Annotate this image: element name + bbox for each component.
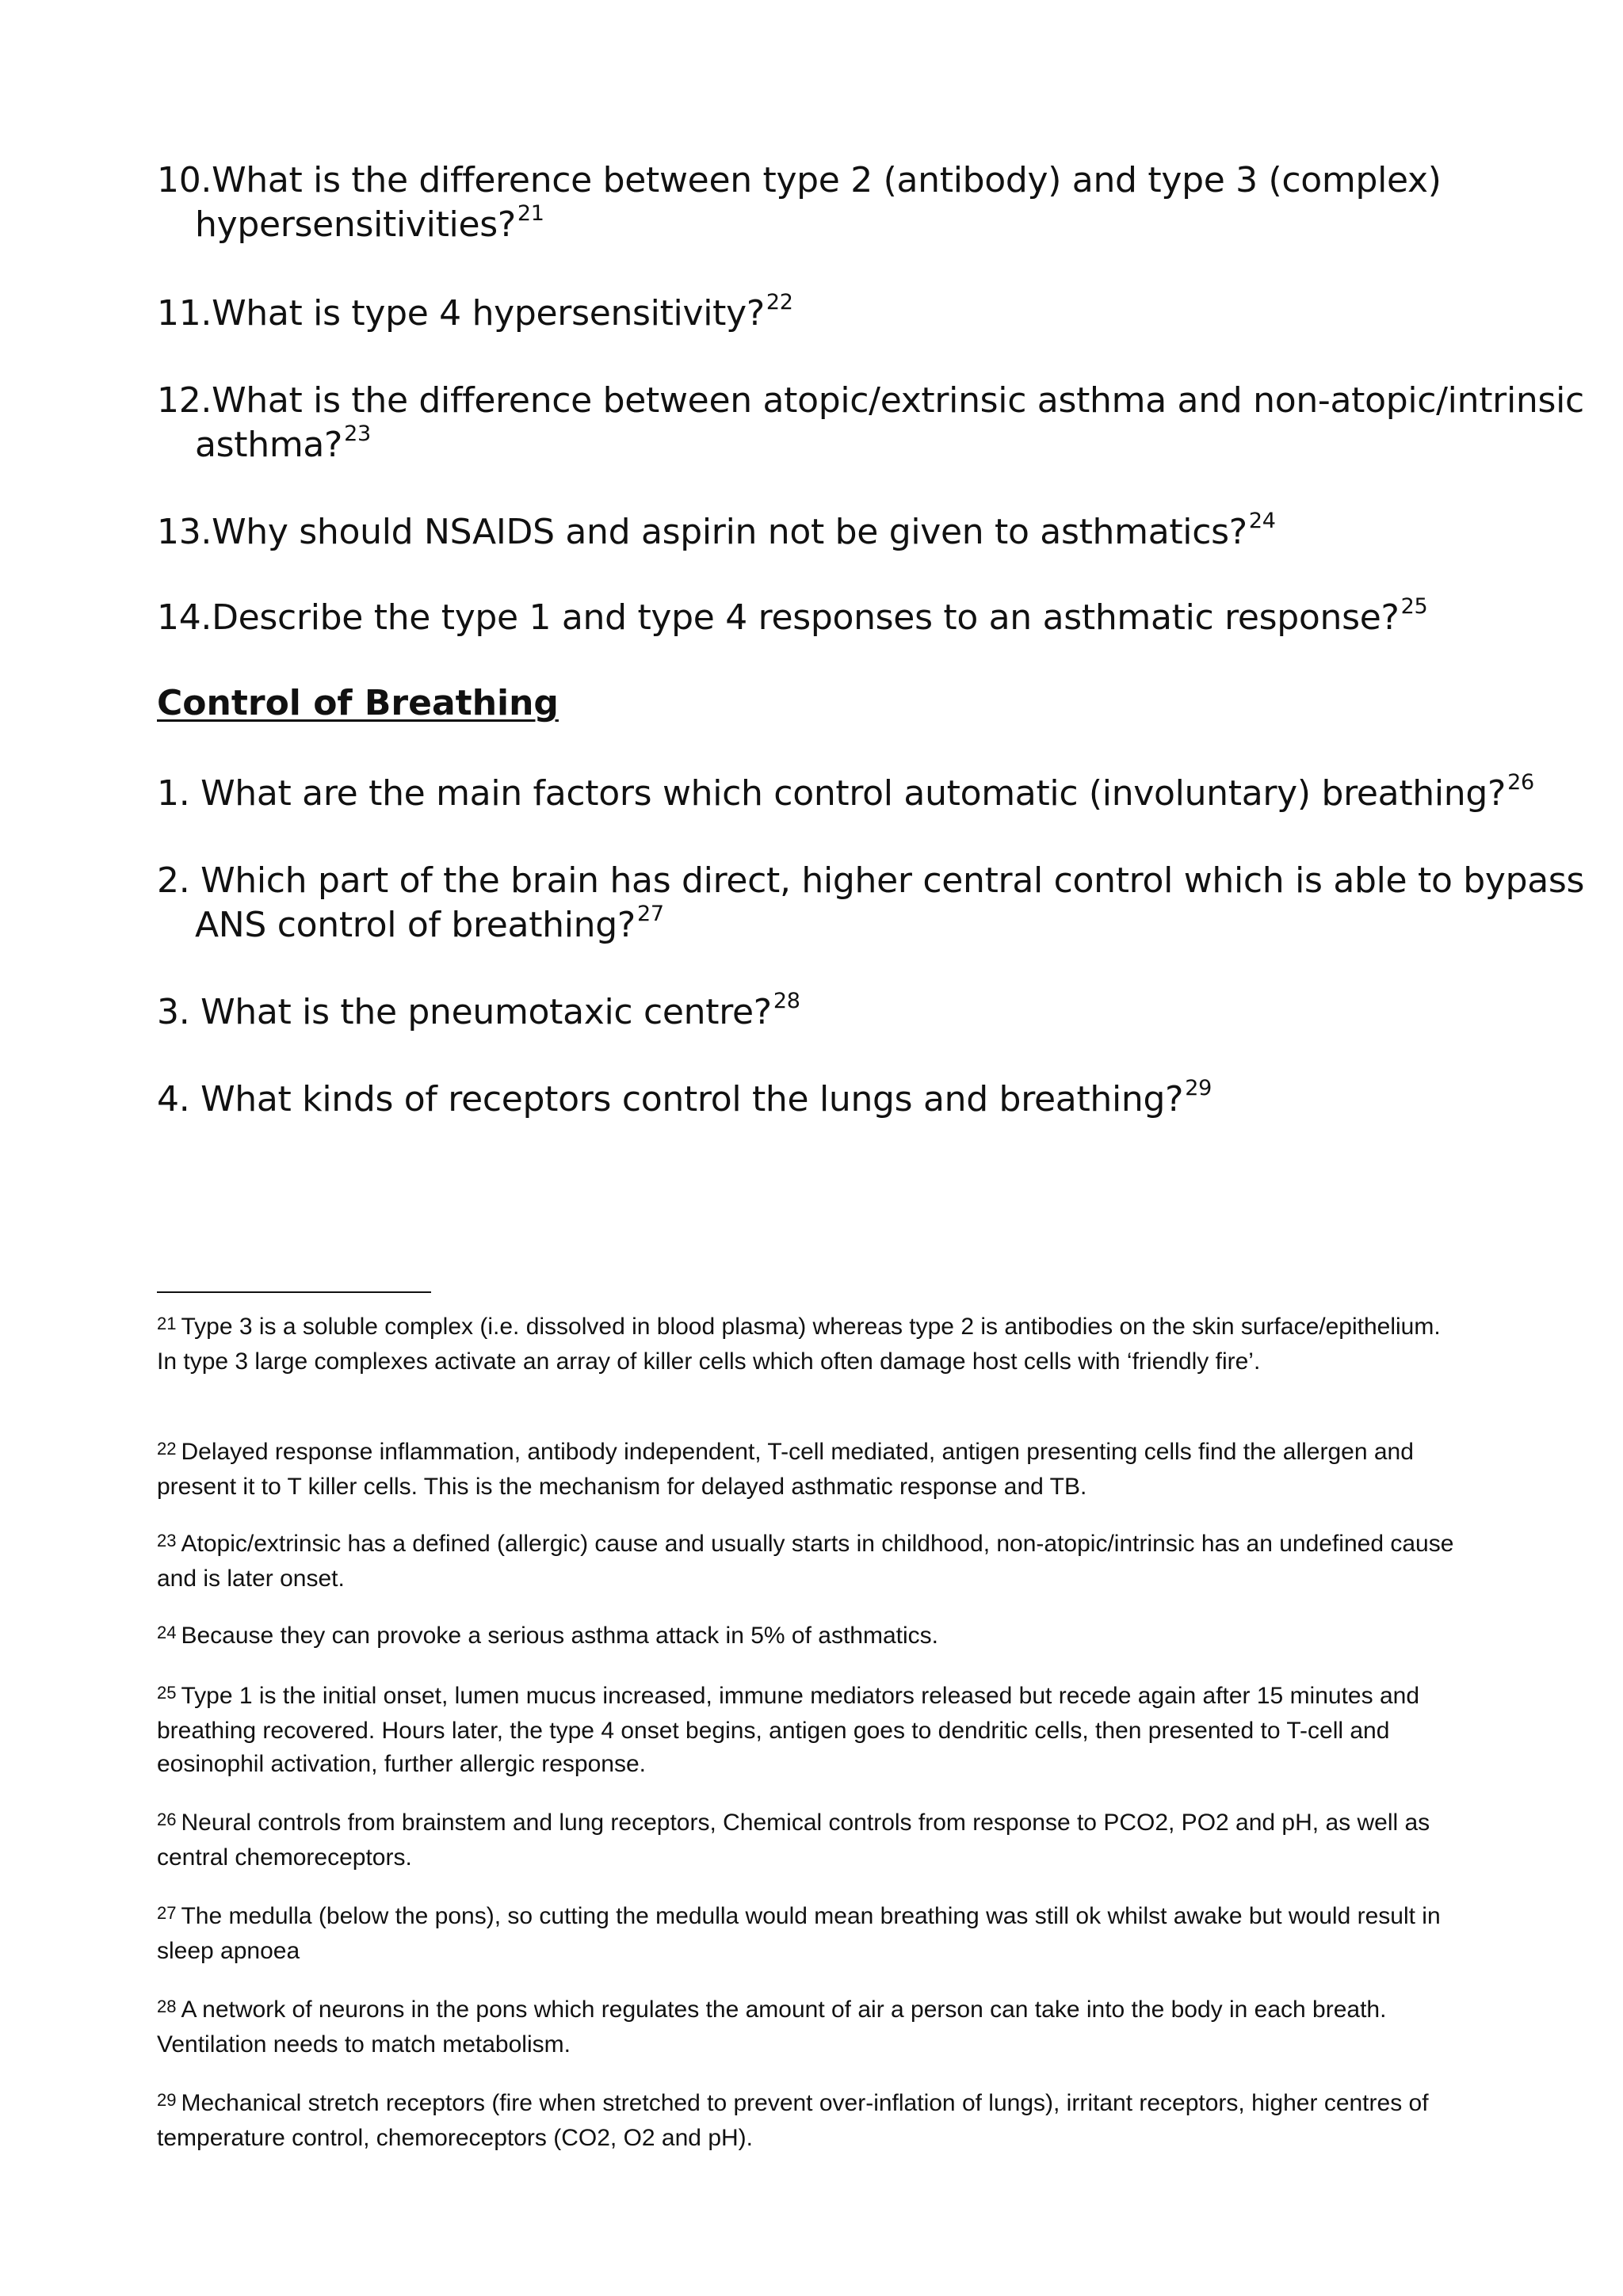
footnote-ref-28[interactable]: 28 [773, 989, 800, 1013]
footnote-ref-21[interactable]: 21 [517, 201, 544, 226]
footnote-ref-26[interactable]: 26 [1507, 770, 1534, 795]
footnote-26: $^{26}$ Neural controls from brainstem and lung receptors, Chemical controls from response to PCO2, PO2 and pH, as well as central chemoreceptors. [157, 1810, 1430, 1871]
footnote-22: $^{22}$ Delayed response inflammation, antibody independent, T-cell mediated, antigen presenting cells find the allergen and present it to T killer cells. This is the mechanism for delayed asthmatic response and TB. [157, 1439, 1414, 1500]
section-heading: Control of Breathing [157, 683, 559, 723]
footnote-27: $^{27}$ The medulla (below the pons), so cutting the medulla would mean breathing was still ok whilst awake but would result in sleep apnoea [157, 1903, 1441, 1964]
question-11: 11.What is type 4 hypersensitivity?$^{22}$ [157, 290, 793, 334]
footnote-separator [157, 1291, 431, 1293]
footnote-23: $^{23}$ Atopic/extrinsic has a defined (allergic) cause and usually starts in childhood, non-atopic/intrinsic has an undefined cause and is later onset. [157, 1531, 1454, 1592]
footnote-ref-23[interactable]: 23 [344, 421, 371, 446]
footnote-ref-29[interactable]: 29 [1185, 1076, 1212, 1100]
question-3: 3. What is the pneumotaxic centre?$^{28}$ [157, 989, 800, 1032]
footnote-24: $^{24}$ Because they can provoke a serious asthma attack in 5% of asthmatics. [157, 1623, 938, 1649]
footnote-21: $^{21}$ Type 3 is a soluble complex (i.e. dissolved in blood plasma) whereas type 2 is antibodies on the skin surface/epithelium. In type 3 large complexes activate an array of killer cells which often damage host cells with ‘friendly fire’. [157, 1314, 1441, 1375]
footnote-ref-24[interactable]: 24 [1248, 509, 1276, 533]
footnote-29: $^{29}$ Mechanical stretch receptors (fire when stretched to prevent over-inflation of lungs), irritant receptors, higher centres of temperature control, chemoreceptors (CO2, O2 and pH). [157, 2090, 1429, 2151]
question-2: 2. Which part of the brain has direct, higher central control which is able to bypass ANS control of breathing?$^{27}$ [157, 860, 1585, 945]
footnote-28: $^{28}$ A network of neurons in the pons which regulates the amount of air a person can take into the body in each breath. Ventilation needs to match metabolism. [157, 1997, 1387, 2058]
footnote-ref-27[interactable]: 27 [636, 902, 664, 926]
question-10: 10.What is the difference between type 2 (antibody) and type 3 (complex) hypersensitivities?$^{21}$ [157, 160, 1442, 245]
question-1: 1. What are the main factors which control automatic (involuntary) breathing?$^{26}$ [157, 770, 1534, 814]
question-4: 4. What kinds of receptors control the lungs and breathing?$^{29}$ [157, 1076, 1212, 1119]
footnote-25: $^{25}$ Type 1 is the initial onset, lumen mucus increased, immune mediators released but recede again after 15 minutes and breathing recovered. Hours later, the type 4 onset begins, antigen goes to dendritic cells, then presented to T-cell and eosinophil activation, further allergic response. [157, 1683, 1420, 1777]
footnote-ref-22[interactable]: 22 [766, 290, 793, 315]
question-14: 14.Describe the type 1 and type 4 responses to an asthmatic response?$^{25}$ [157, 594, 1428, 638]
question-12: 12.What is the difference between atopic/extrinsic asthma and non-atopic/intrinsic asthma?$^{23}$ [157, 380, 1584, 465]
footnote-ref-25[interactable]: 25 [1400, 594, 1428, 619]
question-13: 13.Why should NSAIDS and aspirin not be given to asthmatics?$^{24}$ [157, 509, 1276, 552]
